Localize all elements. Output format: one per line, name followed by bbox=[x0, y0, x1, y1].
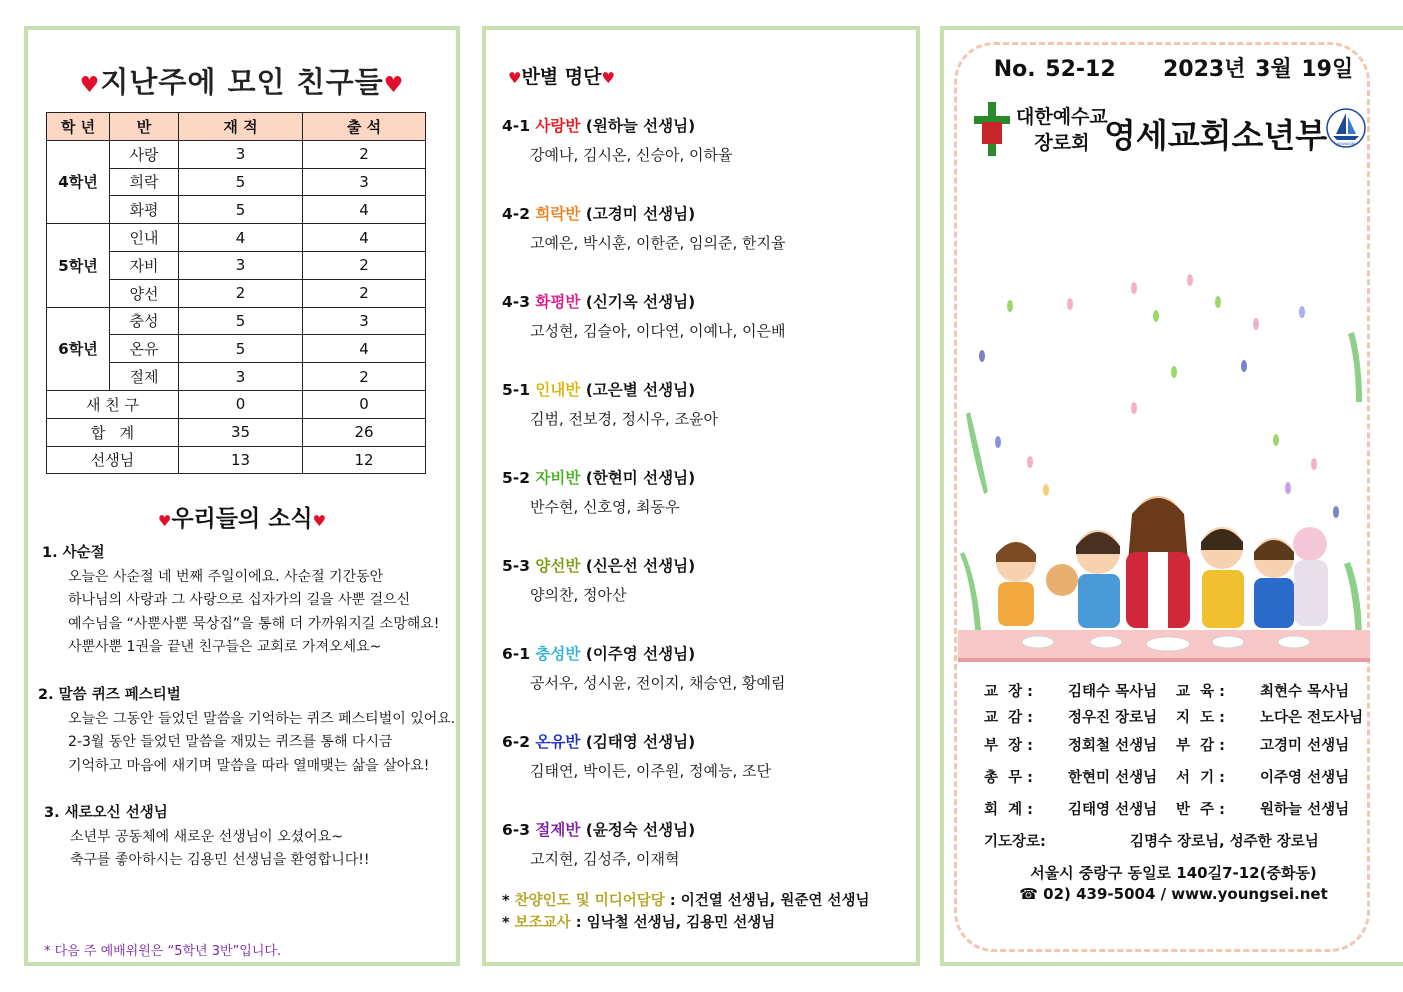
note-label: 찬양인도 및 미디어담당 bbox=[514, 893, 665, 909]
total-label-cell: 합 계 bbox=[47, 418, 179, 446]
children-with-jesus-illustration bbox=[958, 262, 1370, 662]
class-teacher: (고은별 선생님) bbox=[585, 381, 696, 399]
class-name: 온유반 bbox=[535, 733, 581, 751]
news-line: 하나님의 사랑과 그 사랑으로 십자가의 길을 사뿐 걸으신 bbox=[68, 592, 411, 608]
class-entry bbox=[502, 202, 786, 253]
staff-role-label: 교 육 : bbox=[1176, 684, 1225, 700]
news-title: 우리들의 소식 bbox=[171, 506, 313, 532]
attendance-title-wrap bbox=[28, 60, 456, 101]
note-text: : 임낙철 선생님, 김용민 선생님 bbox=[575, 915, 776, 931]
news-line: 오늘은 사순절 네 번째 주일이에요. 사순절 기간동안 bbox=[68, 568, 384, 585]
staff-role-label: 교 장 : bbox=[984, 684, 1033, 700]
class-entry bbox=[502, 818, 695, 869]
present-cell: 2 bbox=[303, 251, 426, 279]
news-line: 축구를 좋아하시는 김용민 선생님을 환영합니다!! bbox=[70, 852, 370, 868]
staff-role-label: 서 기 : bbox=[1176, 770, 1225, 786]
news-line: 소년부 공동체에 새로운 선생님이 오셨어요~ bbox=[70, 828, 343, 845]
class-cell: 화평 bbox=[110, 196, 179, 224]
table-header-row bbox=[47, 113, 426, 141]
class-entry bbox=[502, 642, 786, 693]
news-item bbox=[42, 542, 439, 660]
class-cell: 절제 bbox=[110, 363, 179, 391]
class-roster-panel bbox=[482, 26, 920, 966]
note-line: * 보조교사 : 임낙철 선생님, 김용민 선생님 bbox=[502, 915, 776, 931]
class-teacher: (고경미 선생님) bbox=[585, 205, 696, 223]
enrolled-cell: 5 bbox=[179, 168, 303, 196]
enrolled-cell: 4 bbox=[179, 224, 303, 252]
class-cell: 온유 bbox=[110, 335, 179, 363]
class-name: 희락반 bbox=[535, 205, 581, 223]
table-row bbox=[47, 224, 426, 252]
heart-icon: ♥ bbox=[79, 73, 101, 98]
grade-cell: 6학년 bbox=[47, 307, 110, 390]
contact: ☎ 02) 439-5004 / www.youngsei.net bbox=[1019, 885, 1328, 903]
attendance-title: 지난주에 모인 친구들 bbox=[100, 65, 384, 99]
class-teacher: (한현미 선생님) bbox=[585, 469, 696, 487]
class-cell: 충성 bbox=[110, 307, 179, 335]
class-teacher: (원하늘 선생님) bbox=[585, 117, 696, 135]
news-item bbox=[38, 684, 455, 778]
class-name: 충성반 bbox=[535, 645, 581, 663]
enrolled-cell: 35 bbox=[179, 418, 303, 446]
roster-title-wrap bbox=[508, 62, 615, 89]
class-entry bbox=[502, 466, 695, 517]
staff-role-label: 회 계 : bbox=[984, 802, 1033, 818]
table-row bbox=[47, 418, 426, 446]
class-cell: 자비 bbox=[110, 251, 179, 279]
notes bbox=[502, 890, 869, 934]
class-members: 고지현, 김성주, 이재혁 bbox=[530, 850, 680, 868]
class-code: 4-3 bbox=[502, 293, 531, 311]
staff-name: 이주영 선생님 bbox=[1260, 770, 1350, 786]
present-cell: 3 bbox=[303, 168, 426, 196]
issue-date: 2023년 3월 19일 bbox=[1163, 57, 1354, 82]
class-entry bbox=[502, 554, 695, 605]
class-code: 6-3 bbox=[502, 821, 531, 839]
class-code: 6-2 bbox=[502, 733, 531, 751]
staff-name: 최현수 목사님 bbox=[1260, 684, 1350, 700]
enrolled-cell: 2 bbox=[179, 279, 303, 307]
news-title-wrap bbox=[28, 500, 456, 533]
class-code: 5-1 bbox=[502, 381, 531, 399]
class-name: 양선반 bbox=[535, 557, 581, 575]
news-line: 2-3월 동안 들었던 말씀을 재밌는 퀴즈를 통해 다시금 bbox=[68, 734, 393, 750]
news-line: 기억하고 마음에 새기며 말씀을 따라 열매맺는 삶을 살아요! bbox=[68, 757, 430, 774]
heart-icon: ♥ bbox=[508, 69, 522, 87]
staff-name: 노다은 전도사님 bbox=[1260, 710, 1364, 726]
heart-icon: ♥ bbox=[383, 73, 405, 98]
staff-role-label: 부 감 : bbox=[1176, 738, 1225, 754]
heart-icon: ♥ bbox=[157, 512, 172, 530]
class-heading bbox=[502, 466, 695, 488]
class-members: 강예나, 김시온, 신승아, 이하율 bbox=[530, 146, 733, 164]
class-members: 김범, 전보경, 정시우, 조윤아 bbox=[530, 410, 718, 428]
news-heading: 1. 사순절 bbox=[42, 545, 105, 561]
class-code: 5-3 bbox=[502, 557, 531, 575]
class-teacher: (윤정숙 선생님) bbox=[585, 821, 696, 839]
class-cell: 인내 bbox=[110, 224, 179, 252]
class-heading bbox=[502, 818, 695, 840]
class-entry bbox=[502, 730, 771, 781]
header-enrolled: 재 적 bbox=[179, 113, 303, 141]
header-grade: 학 년 bbox=[47, 113, 110, 141]
class-name: 사랑반 bbox=[535, 117, 581, 135]
staff-role-label: 총 무 : bbox=[984, 770, 1033, 786]
issue-number: No. 52-12 bbox=[993, 57, 1116, 82]
news-line: 오늘은 그동안 들었던 말씀을 기억하는 퀴즈 페스티벌이 있어요. bbox=[68, 710, 456, 727]
class-teacher: (이주영 선생님) bbox=[585, 645, 696, 663]
sailboat-emblem-icon bbox=[1326, 108, 1366, 148]
table-row bbox=[47, 446, 426, 474]
class-heading bbox=[502, 378, 718, 400]
note-line: * 찬양인도 및 미디어담당 : 이건열 선생님, 원준연 선생님 bbox=[502, 893, 870, 909]
news-line: 예수님을 “사뿐사뿐 묵상집”을 통해 더 가까워지길 소망해요! bbox=[68, 615, 440, 632]
prayer-label: 기도장로: bbox=[984, 834, 1046, 850]
class-heading bbox=[502, 554, 695, 576]
class-members: 공서우, 성시윤, 전이지, 채승연, 황예림 bbox=[530, 674, 786, 692]
enrolled-cell: 5 bbox=[179, 307, 303, 335]
denomination-line2: 장로회 bbox=[1034, 132, 1090, 154]
staff-role-label: 교 감 : bbox=[984, 710, 1033, 726]
present-cell: 4 bbox=[303, 224, 426, 252]
enrolled-cell: 3 bbox=[179, 140, 303, 168]
church-name: 영세교회소년부 bbox=[1104, 116, 1328, 155]
news-heading: 3. 새로오신 선생님 bbox=[44, 805, 168, 821]
class-teacher: (신기옥 선생님) bbox=[585, 293, 696, 311]
class-code: 4-2 bbox=[502, 205, 531, 223]
present-cell: 2 bbox=[303, 279, 426, 307]
staff-name: 정회철 선생님 bbox=[1068, 738, 1158, 754]
present-cell: 2 bbox=[303, 140, 426, 168]
grade-cell: 4학년 bbox=[47, 140, 110, 223]
heart-icon: ♥ bbox=[312, 512, 327, 530]
class-name: 절제반 bbox=[535, 821, 581, 839]
table-row bbox=[47, 307, 426, 335]
class-name: 인내반 bbox=[535, 381, 581, 399]
class-code: 5-2 bbox=[502, 469, 531, 487]
prayer-value: 김명수 장로님, 성주한 장로님 bbox=[1130, 834, 1319, 850]
class-code: 6-1 bbox=[502, 645, 531, 663]
cover-panel bbox=[940, 26, 1403, 966]
grade-cell: 5학년 bbox=[47, 224, 110, 307]
header-present: 출 석 bbox=[303, 113, 426, 141]
staff-name: 김태영 선생님 bbox=[1068, 802, 1158, 818]
footnote: * 다음 주 예배위원은 “5학년 3반”입니다. bbox=[44, 944, 282, 959]
class-heading bbox=[502, 290, 786, 312]
staff-role-label: 지 도 : bbox=[1176, 710, 1225, 726]
total-label-cell: 새 친 구 bbox=[47, 390, 179, 418]
denomination-line1: 대한예수교 bbox=[1016, 106, 1108, 128]
class-entry bbox=[502, 378, 718, 429]
class-heading bbox=[502, 730, 771, 752]
address: 서울시 중랑구 동일로 140길7-12(중화동) bbox=[1030, 864, 1317, 882]
class-members: 고예은, 박시훈, 이한준, 임의준, 한지율 bbox=[530, 234, 786, 252]
staff-name: 고경미 선생님 bbox=[1260, 738, 1350, 754]
class-code: 4-1 bbox=[502, 117, 531, 135]
class-cell: 양선 bbox=[110, 279, 179, 307]
class-heading bbox=[502, 114, 733, 136]
class-entry bbox=[502, 290, 786, 341]
staff-role-label: 반 주 : bbox=[1176, 802, 1225, 818]
staff-name: 김태수 목사님 bbox=[1068, 684, 1158, 700]
class-teacher: (김태영 선생님) bbox=[585, 733, 696, 751]
issue-line bbox=[944, 52, 1403, 83]
present-cell: 4 bbox=[303, 335, 426, 363]
class-cell: 희락 bbox=[110, 168, 179, 196]
class-members: 고성현, 김슬아, 이다연, 이예나, 이은배 bbox=[530, 322, 786, 340]
class-teacher: (신은선 선생님) bbox=[585, 557, 696, 575]
roster-title: 반별 명단 bbox=[521, 66, 602, 88]
header-class: 반 bbox=[110, 113, 179, 141]
enrolled-cell: 3 bbox=[179, 363, 303, 391]
staff-name: 원하늘 선생님 bbox=[1260, 802, 1350, 818]
note-text: : 이건열 선생님, 원준연 선생님 bbox=[669, 893, 870, 909]
news-item bbox=[44, 802, 370, 873]
table-row bbox=[47, 390, 426, 418]
total-label-cell: 선생님 bbox=[47, 446, 179, 474]
class-name: 화평반 bbox=[535, 293, 581, 311]
news-heading: 2. 말씀 퀴즈 페스티벌 bbox=[38, 687, 181, 703]
class-entry bbox=[502, 114, 733, 165]
staff-name: 정우진 장로님 bbox=[1068, 710, 1158, 726]
news-line: 사뿐사뿐 1권을 끝낸 친구들은 교회로 가져오세요~ bbox=[68, 639, 382, 655]
note-label: 보조교사 bbox=[514, 915, 571, 931]
enrolled-cell: 0 bbox=[179, 390, 303, 418]
present-cell: 4 bbox=[303, 196, 426, 224]
heart-icon: ♥ bbox=[601, 69, 615, 87]
present-cell: 3 bbox=[303, 307, 426, 335]
class-members: 반수현, 신호영, 최동우 bbox=[530, 498, 680, 516]
present-cell: 0 bbox=[303, 390, 426, 418]
attendance-table bbox=[46, 112, 426, 474]
class-heading bbox=[502, 202, 786, 224]
class-heading bbox=[502, 642, 786, 664]
enrolled-cell: 3 bbox=[179, 251, 303, 279]
staff-role-label: 부 장 : bbox=[984, 738, 1033, 754]
present-cell: 12 bbox=[303, 446, 426, 474]
denomination bbox=[1016, 104, 1108, 156]
enrolled-cell: 13 bbox=[179, 446, 303, 474]
class-name: 자비반 bbox=[535, 469, 581, 487]
present-cell: 2 bbox=[303, 363, 426, 391]
present-cell: 26 bbox=[303, 418, 426, 446]
table-row bbox=[47, 140, 426, 168]
enrolled-cell: 5 bbox=[179, 335, 303, 363]
class-cell: 사랑 bbox=[110, 140, 179, 168]
staff-name: 한현미 선생님 bbox=[1068, 770, 1158, 786]
emblem-text: YOUNGSEI bbox=[1336, 142, 1356, 146]
church-cross-logo bbox=[974, 102, 1010, 156]
attendance-panel bbox=[24, 26, 460, 966]
class-members: 양의찬, 정아산 bbox=[530, 586, 627, 604]
class-members: 김태연, 박이든, 이주원, 정예능, 조단 bbox=[530, 762, 772, 780]
enrolled-cell: 5 bbox=[179, 196, 303, 224]
